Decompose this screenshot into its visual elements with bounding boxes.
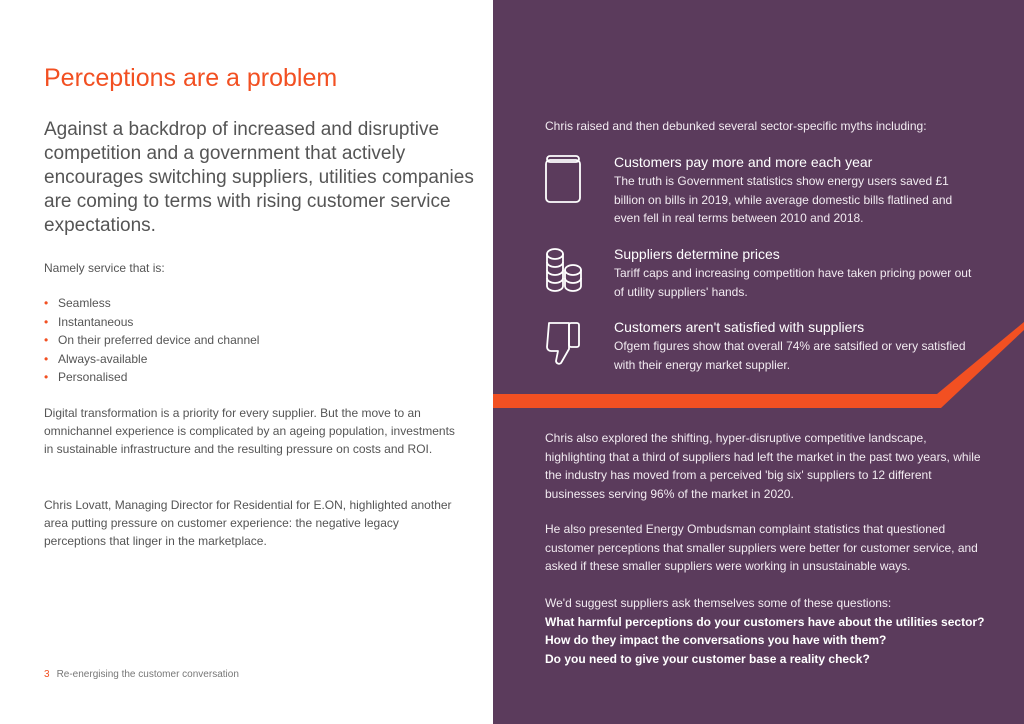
myth-title: Customers pay more and more each year (614, 154, 873, 170)
myth-title: Suppliers determine prices (614, 246, 780, 262)
myth-title: Customers aren't satisfied with suppliers (614, 319, 865, 335)
digital-paragraph: Digital transformation is a priority for every supplier. But the move to an omnichannel experience is complicated by an ageing population, investments in sustainable infrastructure and the resulting pressure on costs and ROI. (44, 406, 455, 456)
lead-paragraph: Against a backdrop of increased and disruptive competition and a government that actively encourages switching suppliers, utilities companies are coming to terms with rising customer service expectations. (44, 119, 474, 236)
question-item: What harmful perceptions do your customers have about the utilities sector? (545, 614, 985, 629)
questions-block (545, 594, 985, 668)
list-item: • On their preferred device and channel (44, 331, 259, 350)
chris-paragraph: Chris Lovatt, Managing Director for Residential for E.ON, highlighted another area putting pressure on customer experience: the negative legacy perceptions that linger in the marketplace. (44, 498, 452, 548)
footer-title: Re-energising the customer conversation (56, 669, 239, 680)
landscape-paragraph: Chris also explored the shifting, hyper-disruptive competitive landscape, highlighting that a third of suppliers had left the market in the past two years, while the industry has moved from a perceived 'big six' suppliers to 12 different businesses serving 96% of the market in 2020. (545, 431, 981, 501)
myth-text: Tariff caps and increasing competition have taken pricing power out of utility suppliers' hands. (614, 266, 972, 299)
service-list (44, 294, 259, 387)
question-item: How do they impact the conversations you have with them? (545, 633, 887, 647)
right-panel (493, 0, 1024, 724)
page-title: Perceptions are a problem (44, 64, 338, 92)
myth-text: Ofgem figures show that overall 74% are satsified or very satisfied with their energy market supplier. (614, 339, 966, 372)
ombudsman-paragraph: He also presented Energy Ombudsman complaint statistics that questioned customer perceptions that smaller suppliers were better for customer service, and asked if these smaller suppliers were working in unsustainable ways. (545, 522, 978, 573)
coins-icon (545, 246, 583, 296)
list-item: • Instantaneous (44, 313, 259, 332)
questions-intro: We'd suggest suppliers ask themselves some of these questions: (545, 596, 892, 610)
question-item: Do you need to give your customer base a reality check? (545, 651, 870, 666)
left-page (0, 0, 493, 724)
namely-text: Namely service that is: (44, 261, 165, 275)
list-item: • Always-available (44, 350, 259, 369)
wallet-icon (545, 154, 583, 204)
myth-text: The truth is Government statistics show energy users saved £1 billion on bills in 2019, while average domestic bills flatlined and even fell in real terms between 2010 and 2018. (614, 174, 953, 225)
list-item: • Seamless (44, 294, 259, 313)
list-item: • Personalised (44, 368, 259, 387)
page-number: 3 (44, 669, 50, 680)
myths-intro: Chris raised and then debunked several sector-specific myths including: (545, 119, 927, 133)
page-footer (44, 669, 239, 680)
thumbs-down-icon (545, 319, 583, 369)
